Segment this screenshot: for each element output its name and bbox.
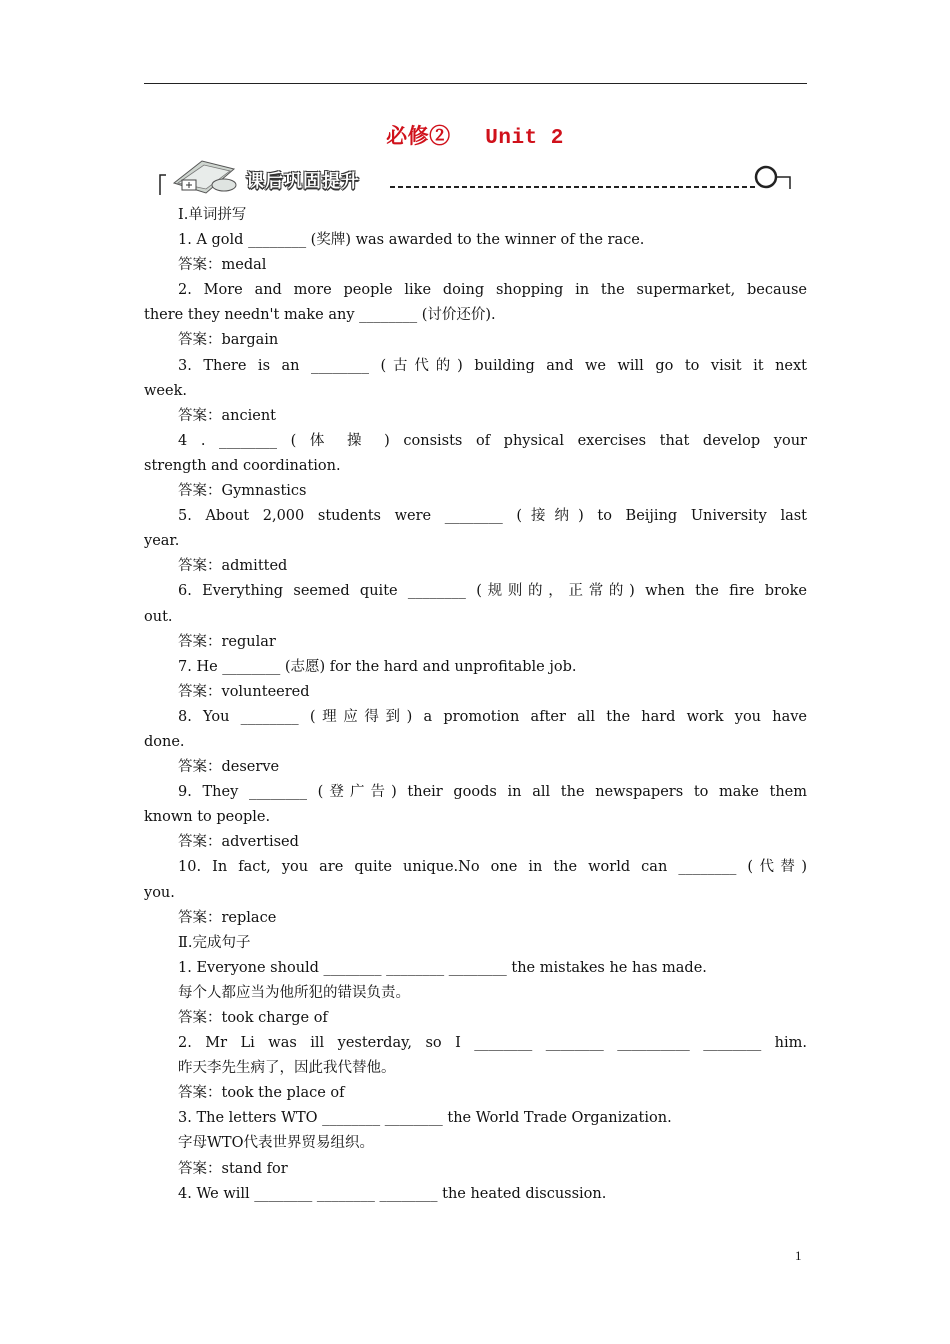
- text-line: 昨天李先生病了，因此我代替他。: [178, 1060, 396, 1077]
- text-line: 答案：took the place of: [178, 1085, 345, 1102]
- text-line: 4 . ________ ( 体 操 ) consists of physical exercises that develop your: [178, 432, 807, 449]
- text-line: 答案：medal: [178, 257, 267, 274]
- text-line: done.: [144, 733, 185, 750]
- text-line: 4. We will ________ ________ ________ the heated discussion.: [178, 1185, 607, 1202]
- calculator-book-icon: [174, 161, 236, 193]
- text-line: there they needn't make any ________ (讨价还价).: [144, 307, 496, 324]
- text-line: 答案：Gymnastics: [178, 483, 307, 500]
- header-rule: [144, 83, 807, 84]
- text-line: out.: [144, 608, 173, 625]
- text-line: 字母WTO代表世界贸易组织。: [178, 1135, 374, 1152]
- text-line: 答案：ancient: [178, 407, 276, 424]
- text-line: 10. In fact, you are quite unique.No one in the world can ________ (代替): [178, 859, 807, 876]
- text-line: 9. They ________ (登广告) their goods in all the newspapers to make them: [178, 784, 807, 801]
- text-line: strength and coordination.: [144, 457, 341, 474]
- page-number: 1: [795, 1248, 802, 1263]
- text-line: 3. There is an ________ (古代的) building and we will go to visit it next: [178, 357, 807, 374]
- text-line: 答案：bargain: [178, 332, 279, 349]
- text-line: 7. He ________ (志愿) for the hard and unprofitable job.: [178, 658, 577, 675]
- text-line: 答案：admitted: [178, 558, 288, 575]
- text-line: 答案：replace: [178, 909, 277, 926]
- text-line: you.: [144, 884, 175, 901]
- text-line: 答案：advertised: [178, 834, 299, 851]
- text-line: year.: [144, 533, 180, 550]
- text-line: 答案：regular: [178, 633, 276, 650]
- text-line: 答案：stand for: [178, 1160, 288, 1177]
- text-line: 2. Mr Li was ill yesterday, so I ________ ________ __________ ________ him.: [178, 1035, 807, 1052]
- text-line: 8. You ________ (理应得到) a promotion after all the hard work you have: [178, 708, 807, 725]
- banner-label: 课后巩固提升: [246, 171, 360, 192]
- text-line: Ⅰ.单词拼写: [178, 207, 247, 223]
- text-line: week.: [144, 382, 187, 399]
- banner-end-circle-icon: [756, 167, 776, 187]
- text-line: 答案：took charge of: [178, 1010, 328, 1026]
- text-line: 答案：deserve: [178, 759, 280, 776]
- text-line: 5. About 2,000 students were ________ (接纳) to Beijing University last: [178, 508, 807, 525]
- text-line: 6. Everything seemed quite ________ (规则的，正常的) when the fire broke: [178, 583, 807, 600]
- text-line: Ⅱ.完成句子: [178, 934, 251, 951]
- exercise-content: [144, 203, 807, 1207]
- text-line: known to people.: [144, 809, 271, 826]
- text-line: 1. A gold ________ (奖牌) was awarded to the winner of the race.: [178, 232, 645, 249]
- text-line: 1. Everyone should ________ ________ ________ the mistakes he has made.: [178, 959, 707, 976]
- text-line: 3. The letters WTO ________ ________ the World Trade Organization.: [178, 1110, 672, 1127]
- text-line: 2. More and more people like doing shopping in the supermarket, because: [178, 282, 807, 299]
- text-line: 答案：volunteered: [178, 683, 310, 700]
- text-line: 每个人都应当为他所犯的错误负责。: [178, 984, 410, 1001]
- page-title: 必修② Unit 2: [386, 127, 564, 150]
